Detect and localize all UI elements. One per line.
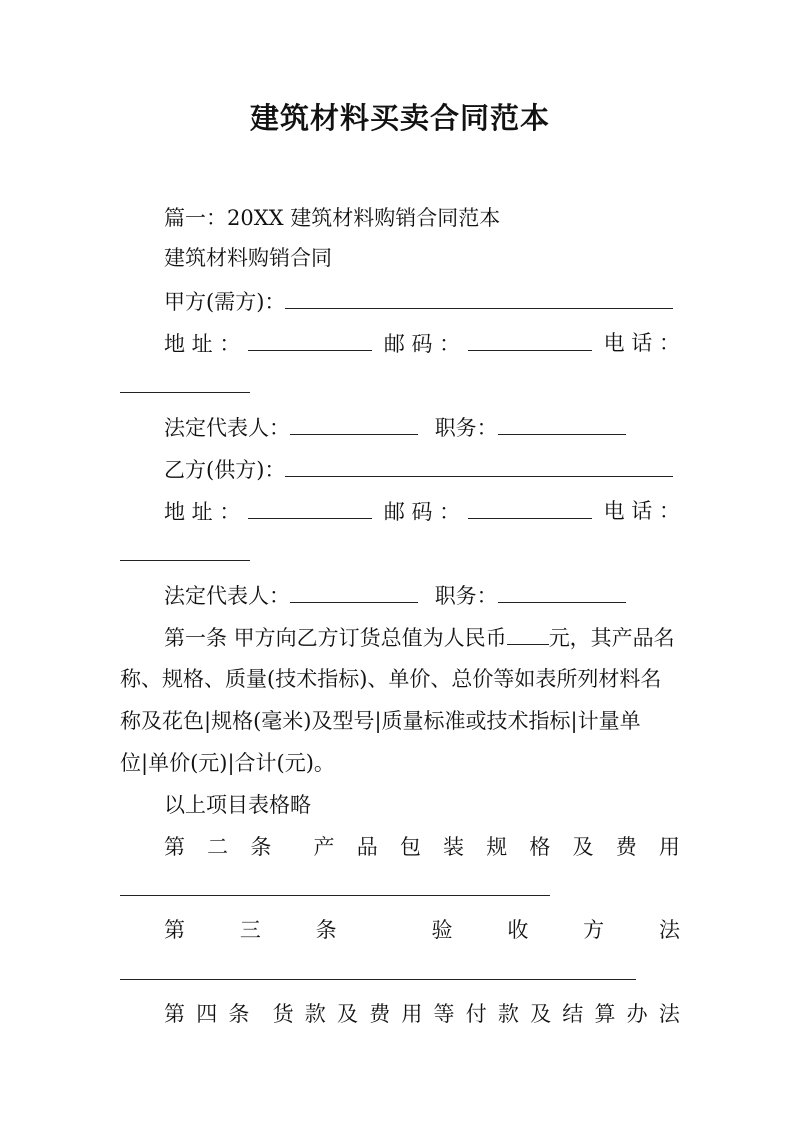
article1-line1	[164, 622, 675, 653]
party-a-line	[164, 286, 673, 317]
party-b-label: 乙方(供方)：	[164, 458, 286, 482]
party-b-postcode-label: 邮 码 ：	[383, 500, 461, 524]
party-a-title-blank	[498, 412, 626, 435]
article4-char: 用	[401, 1002, 423, 1026]
article2-char: 品	[356, 835, 378, 859]
article4-char: 货	[272, 1002, 294, 1026]
party-a-label: 甲方(需方)：	[164, 290, 286, 314]
party-a-phone-blank	[120, 391, 250, 393]
party-b-phone-blank	[120, 559, 250, 561]
party-b-title-label: 职务：	[434, 584, 498, 608]
party-a-address-blank	[248, 328, 372, 351]
article1-line3: 称及花色|规格(毫米)及型号|质量标准或技术指标|计量单	[120, 709, 641, 733]
article4-char: 及	[530, 1002, 552, 1026]
article4-char: 付	[465, 1002, 487, 1026]
party-a-rep-label: 法定代表人：	[164, 416, 290, 440]
article4-char: 算	[594, 1002, 616, 1026]
article2-char: 用	[658, 835, 680, 859]
article3-char: 收	[507, 918, 529, 942]
party-a-title-label: 职务：	[434, 416, 498, 440]
article2-char: 及	[572, 835, 594, 859]
party-a-blank	[285, 286, 673, 309]
article3-char: 方	[583, 918, 605, 942]
article4-char: 办	[626, 1002, 648, 1026]
table-note: 以上项目表格略	[164, 793, 311, 817]
party-a-contact-line	[164, 328, 680, 359]
article4-char: 等	[433, 1002, 455, 1026]
party-a-address-field	[164, 328, 372, 359]
party-a-rep-line	[164, 412, 626, 443]
amount-blank	[507, 622, 549, 645]
article2-char: 装	[443, 835, 465, 859]
article2-char: 格	[529, 835, 551, 859]
party-b-blank	[285, 454, 673, 477]
party-b-title-blank	[498, 580, 626, 603]
party-a-postcode-label: 邮 码 ：	[383, 332, 461, 356]
party-b-contact-line	[164, 496, 680, 527]
article1-line2: 称、规格、质量(技术指标)、单价、总价等如表所列材料名	[120, 667, 662, 691]
party-b-phone-label: 电 话 ：	[603, 499, 680, 523]
party-b-postcode-blank	[468, 496, 592, 519]
article1-text-b: 元，其产品名	[548, 626, 675, 650]
article3-blank	[120, 978, 636, 980]
article1-line4: 位|单价(元)|合计(元)。	[120, 751, 335, 775]
article4-heading	[164, 999, 680, 1029]
article2-char: 条	[250, 835, 272, 859]
article2-char: 第	[164, 835, 185, 859]
article3-char: 第	[164, 918, 185, 942]
article2-heading	[164, 832, 680, 862]
article2-char: 产	[313, 835, 335, 859]
article4-char: 结	[562, 1002, 584, 1026]
article2-char: 费	[615, 835, 637, 859]
party-a-phone-label: 电 话 ：	[603, 331, 680, 355]
party-a-postcode-blank	[468, 328, 592, 351]
party-a-postcode-field	[384, 328, 592, 359]
party-b-rep-label: 法定代表人：	[164, 584, 290, 608]
article4-char: 第	[164, 1002, 185, 1026]
article3-heading	[164, 915, 680, 945]
document-title: 建筑材料买卖合同范本	[249, 101, 550, 135]
party-b-line	[164, 454, 673, 485]
party-b-address-field	[164, 496, 372, 527]
article4-char: 款	[304, 1002, 326, 1026]
article4-char: 费	[369, 1002, 391, 1026]
article2-char: 规	[486, 835, 508, 859]
party-b-postcode-field	[384, 496, 592, 527]
article3-char: 法	[658, 918, 680, 942]
article4-char: 条	[228, 1002, 250, 1026]
section-heading: 篇一：20XX 建筑材料购销合同范本	[164, 206, 501, 230]
party-b-address-blank	[248, 496, 372, 519]
article4-char: 四	[196, 1002, 218, 1026]
article2-blank	[120, 894, 550, 896]
party-b-rep-blank	[290, 580, 418, 603]
party-a-rep-blank	[290, 412, 418, 435]
contract-heading: 建筑材料购销合同	[164, 246, 332, 270]
article4-char: 及	[336, 1002, 358, 1026]
article2-char: 二	[207, 835, 229, 859]
article3-char: 验	[431, 918, 453, 942]
article4-char: 款	[497, 1002, 519, 1026]
article4-char: 法	[658, 1002, 680, 1026]
article3-char: 三	[239, 918, 261, 942]
party-b-address-label: 地 址 ：	[164, 500, 241, 524]
article3-char: 条	[315, 918, 337, 942]
party-b-rep-line	[164, 580, 626, 611]
article2-char: 包	[399, 835, 421, 859]
article1-text-a: 第一条 甲方向乙方订货总值为人民币	[164, 626, 507, 650]
party-a-address-label: 地 址 ：	[164, 332, 241, 356]
